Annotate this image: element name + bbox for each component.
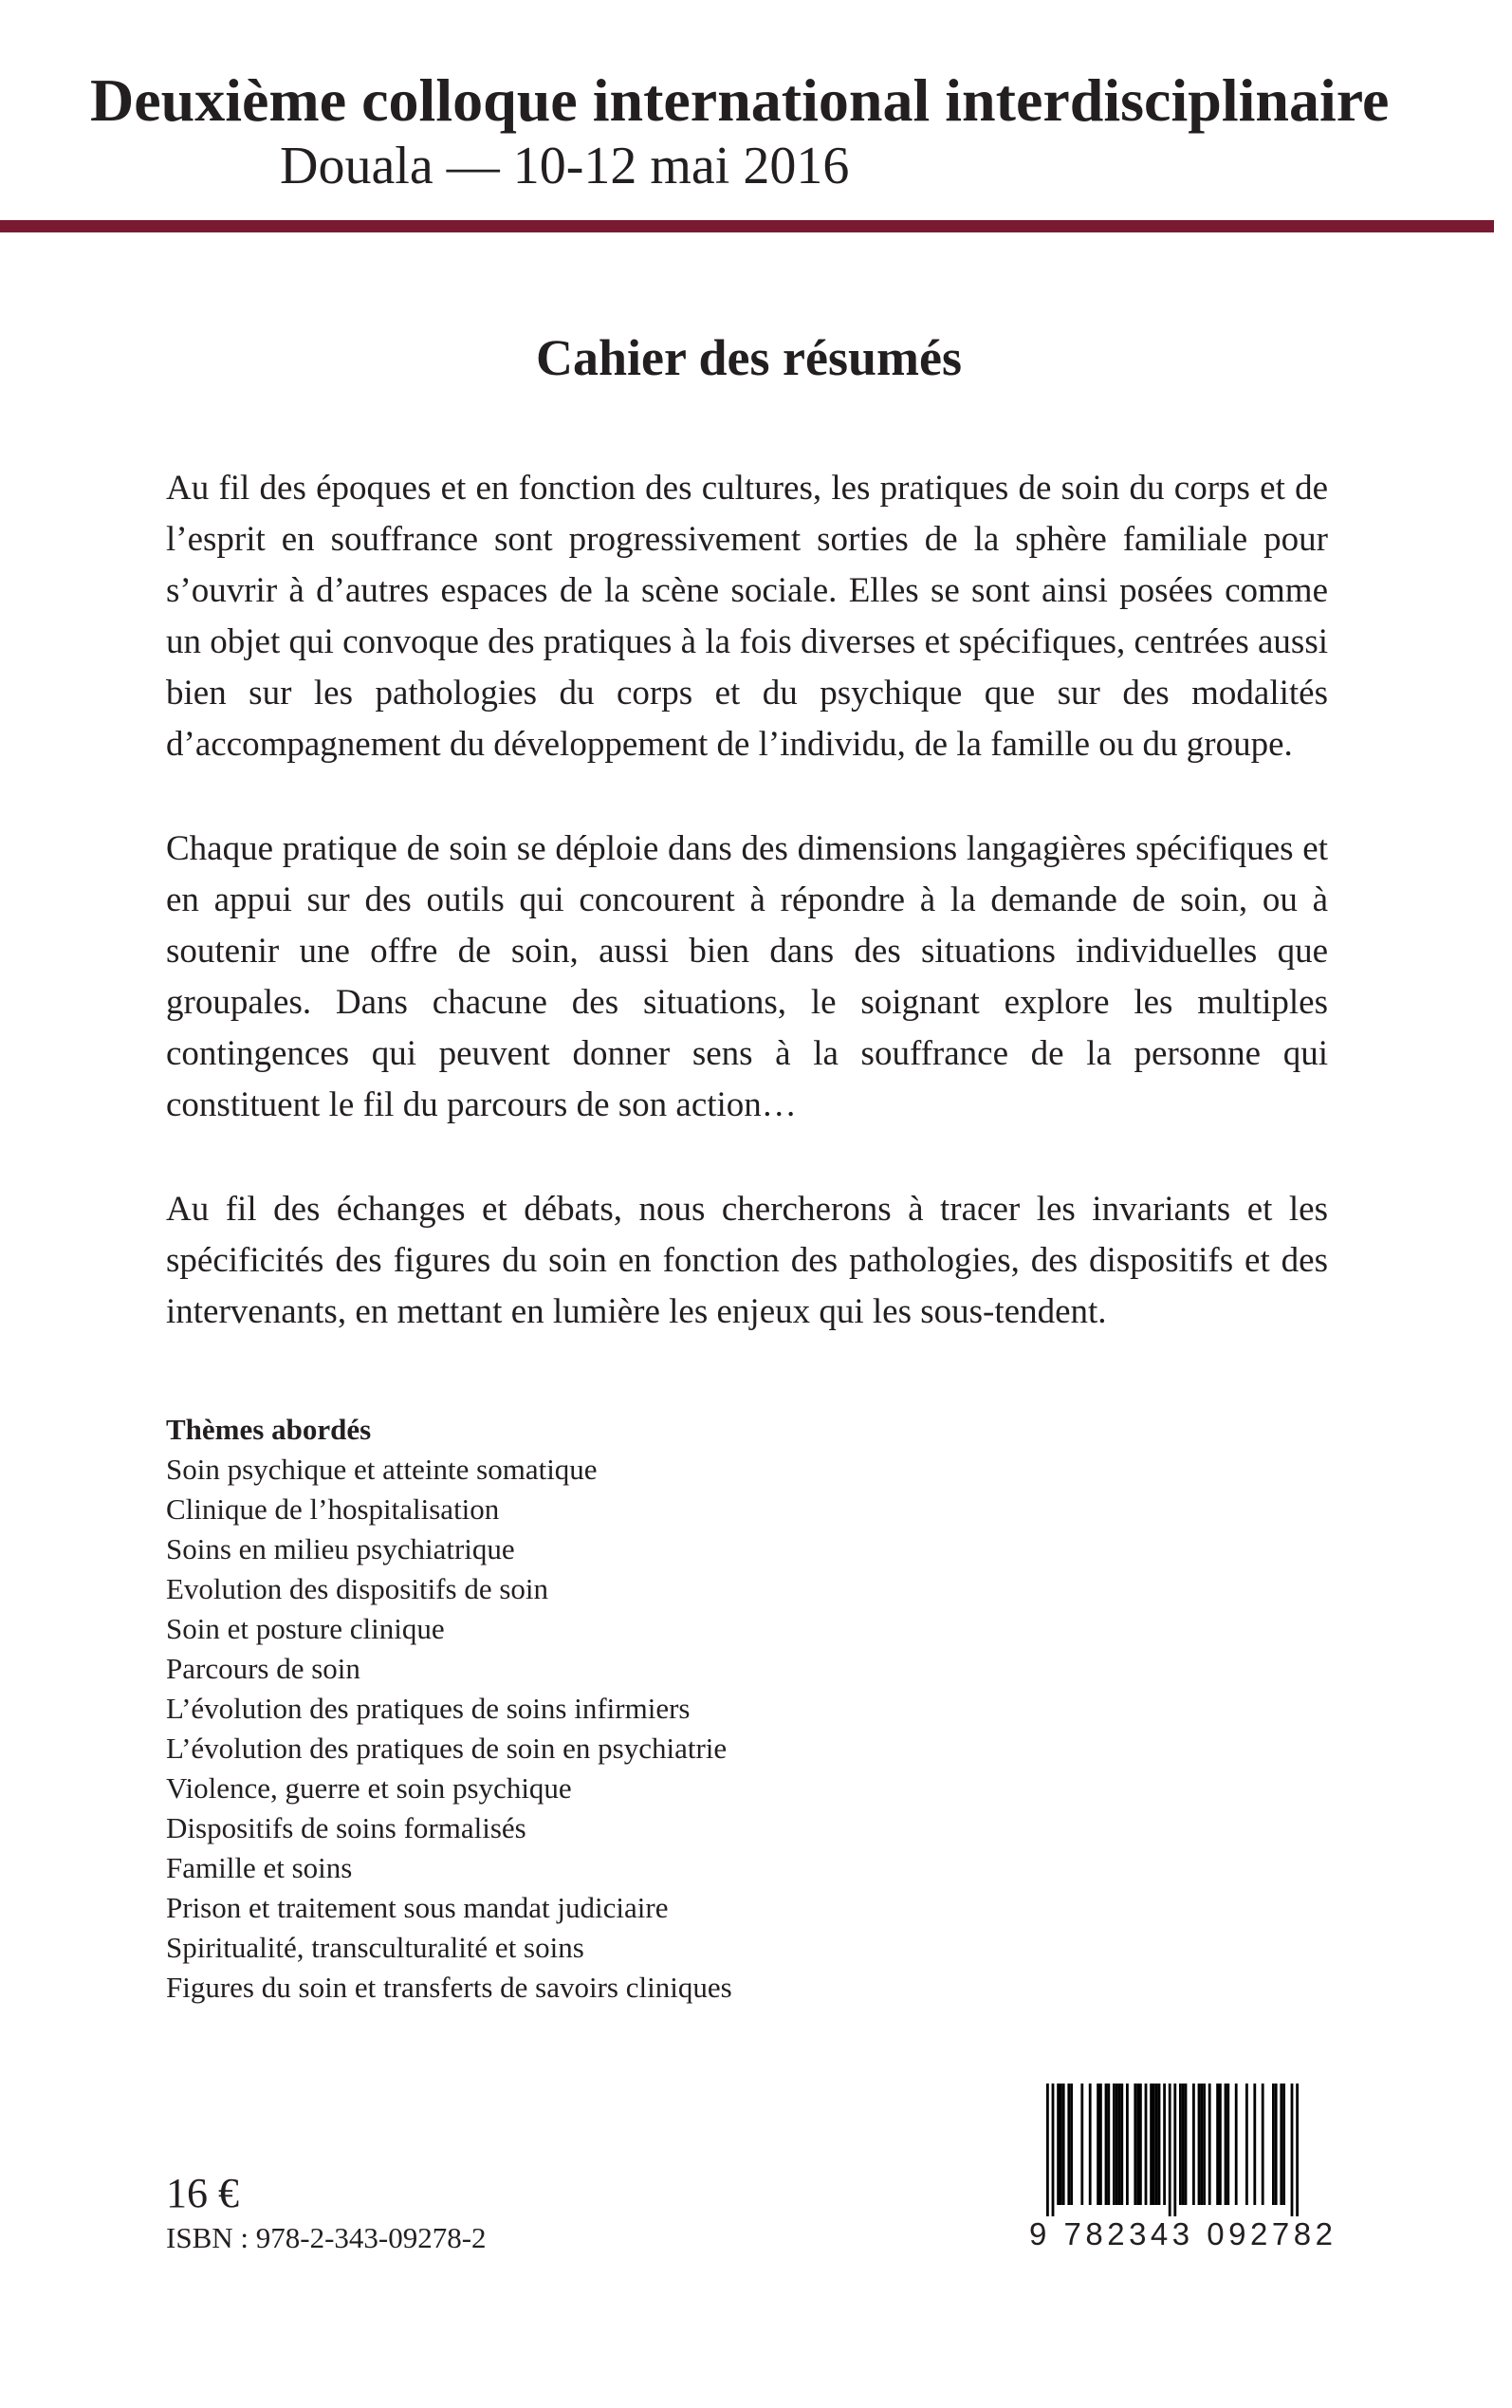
barcode-bar xyxy=(1185,2084,1188,2205)
barcode-bar xyxy=(1152,2084,1155,2205)
theme-item: Soin psychique et atteinte somatique xyxy=(166,1453,598,1486)
barcode-bar xyxy=(1107,2084,1110,2205)
barcode-bar xyxy=(1208,2084,1211,2205)
header xyxy=(90,66,1456,197)
barcode-bar xyxy=(1235,2084,1238,2205)
barcode-bar xyxy=(1192,2084,1195,2205)
barcode-bar xyxy=(1182,2084,1185,2205)
abstract-paragraph: Au fil des époques et en fonction des cultures, les pratiques de soin du corps et de l’esprit en souffrance sont progressivement sorties de la sphère familiale pour s’ouvrir à d’autres espaces de la scène sociale. Elles se sont ainsi posées comme un objet qui convoque des pratiques à la fois diverses et spécifiques, centrées aussi bien sur les pathologies du corps et du psychique que sur des modalités d’accompagnement du développement de l’individu, de la famille ou du groupe. xyxy=(166,469,1328,764)
barcode-bar xyxy=(1253,2084,1256,2205)
barcode-bar xyxy=(1062,2084,1065,2205)
theme-item: Spiritualité, transculturalité et soins xyxy=(166,1931,584,1964)
themes-heading: Thèmes abordés xyxy=(166,1413,372,1446)
barcode-bar xyxy=(1262,2084,1264,2205)
barcode-bar xyxy=(1120,2084,1123,2205)
barcode-digits: 9 782343 092782 xyxy=(1029,2216,1337,2251)
barcode-bar xyxy=(1179,2084,1182,2205)
barcode-bar xyxy=(1198,2084,1201,2205)
theme-item: L’évolution des pratiques de soins infirmiers xyxy=(166,1692,691,1725)
header-divider xyxy=(0,220,1494,232)
barcode-bar xyxy=(1046,2084,1049,2216)
barcode-bar xyxy=(1272,2084,1275,2205)
barcode-bar xyxy=(1280,2084,1282,2205)
barcode-bar xyxy=(1203,2084,1206,2205)
abstract-paragraph: Au fil des échanges et débats, nous chercherons à tracer les invariants et les spécificités des figures du soin en fonction des pathologies, des dispositifs et des intervenants, en mettant en lumière les enjeux qui les sous-tendent. xyxy=(166,1190,1328,1331)
barcode-bar xyxy=(1134,2084,1136,2205)
barcode-bar xyxy=(1070,2084,1073,2205)
barcode-bar xyxy=(1163,2084,1166,2205)
theme-item: Clinique de l’hospitalisation xyxy=(166,1492,500,1526)
barcode-bar xyxy=(1275,2084,1278,2205)
barcode-bar xyxy=(1067,2084,1070,2205)
theme-item: L’évolution des pratiques de soin en psychiatrie xyxy=(166,1732,728,1765)
barcode-bar xyxy=(1200,2084,1203,2205)
barcode-bar xyxy=(1052,2084,1055,2216)
barcode-bar xyxy=(1219,2084,1222,2205)
barcode-bar xyxy=(1139,2084,1142,2205)
barcode-bar xyxy=(1057,2084,1060,2205)
isbn: ISBN : 978-2-343-09278-2 xyxy=(166,2221,487,2254)
barcode-bar xyxy=(1136,2084,1139,2205)
price: 16 € xyxy=(166,2170,239,2216)
theme-item: Violence, guerre et soin psychique xyxy=(166,1771,572,1805)
barcode-bar xyxy=(1060,2084,1062,2205)
barcode-bar xyxy=(1296,2084,1299,2216)
theme-item: Evolution des dispositifs de soin xyxy=(166,1572,548,1605)
themes-list xyxy=(166,1450,1020,2008)
section-title: Cahier des résumés xyxy=(536,329,962,386)
barcode-bar xyxy=(1155,2084,1158,2205)
barcode-bar xyxy=(1291,2084,1294,2216)
barcode-bar xyxy=(1116,2084,1118,2205)
abstract xyxy=(166,463,1328,1391)
theme-item: Figures du soin et transferts de savoirs cliniques xyxy=(166,1971,732,2004)
barcode-bar xyxy=(1216,2084,1219,2205)
theme-item: Soins en milieu psychiatrique xyxy=(166,1532,515,1565)
barcode-bar xyxy=(1145,2084,1148,2205)
theme-item: Prison et traitement sous mandat judiciaire xyxy=(166,1891,669,1924)
theme-item: Dispositifs de soins formalisés xyxy=(166,1811,526,1844)
barcode-bar xyxy=(1105,2084,1108,2205)
barcode-bar xyxy=(1126,2084,1129,2205)
themes-section xyxy=(166,1410,1020,2008)
barcode-bar xyxy=(1282,2084,1285,2205)
barcode-bar xyxy=(1113,2084,1116,2205)
barcode-bar xyxy=(1150,2084,1152,2205)
barcode-bar xyxy=(1245,2084,1248,2205)
theme-item: Soin et posture clinique xyxy=(166,1612,445,1645)
barcode xyxy=(1027,2084,1337,2254)
barcode-bar xyxy=(1158,2084,1161,2205)
barcode-bar xyxy=(1173,2084,1176,2216)
theme-item: Parcours de soin xyxy=(166,1652,360,1685)
barcode-bar xyxy=(1097,2084,1099,2205)
barcode-bar xyxy=(1080,2084,1083,2205)
barcode-bar xyxy=(1118,2084,1121,2205)
abstract-paragraph: Chaque pratique de soin se déploie dans des dimensions langagières spécifiques et en appui sur des outils qui concourent à répondre à la demande de soin, ou à soutenir une offre de soin, aussi bien dans des situations individuelles que groupales. Dans chacune des situations, le soignant explore les multiples contingences qui peuvent donner sens à la souffrance de la personne qui constituent le fil du parcours de son action… xyxy=(166,829,1328,1124)
barcode-bar xyxy=(1089,2084,1092,2205)
barcode-bar xyxy=(1225,2084,1227,2205)
barcode-bar xyxy=(1226,2084,1229,2205)
barcode-bar xyxy=(1169,2084,1171,2216)
barcode-bars xyxy=(1027,2084,1318,2216)
conference-title: Deuxième colloque international interdisciplinaire xyxy=(90,66,1390,134)
barcode-bar xyxy=(1099,2084,1102,2205)
conference-location-date: Douala — 10-12 mai 2016 xyxy=(280,137,850,195)
theme-item: Famille et soins xyxy=(166,1851,353,1884)
